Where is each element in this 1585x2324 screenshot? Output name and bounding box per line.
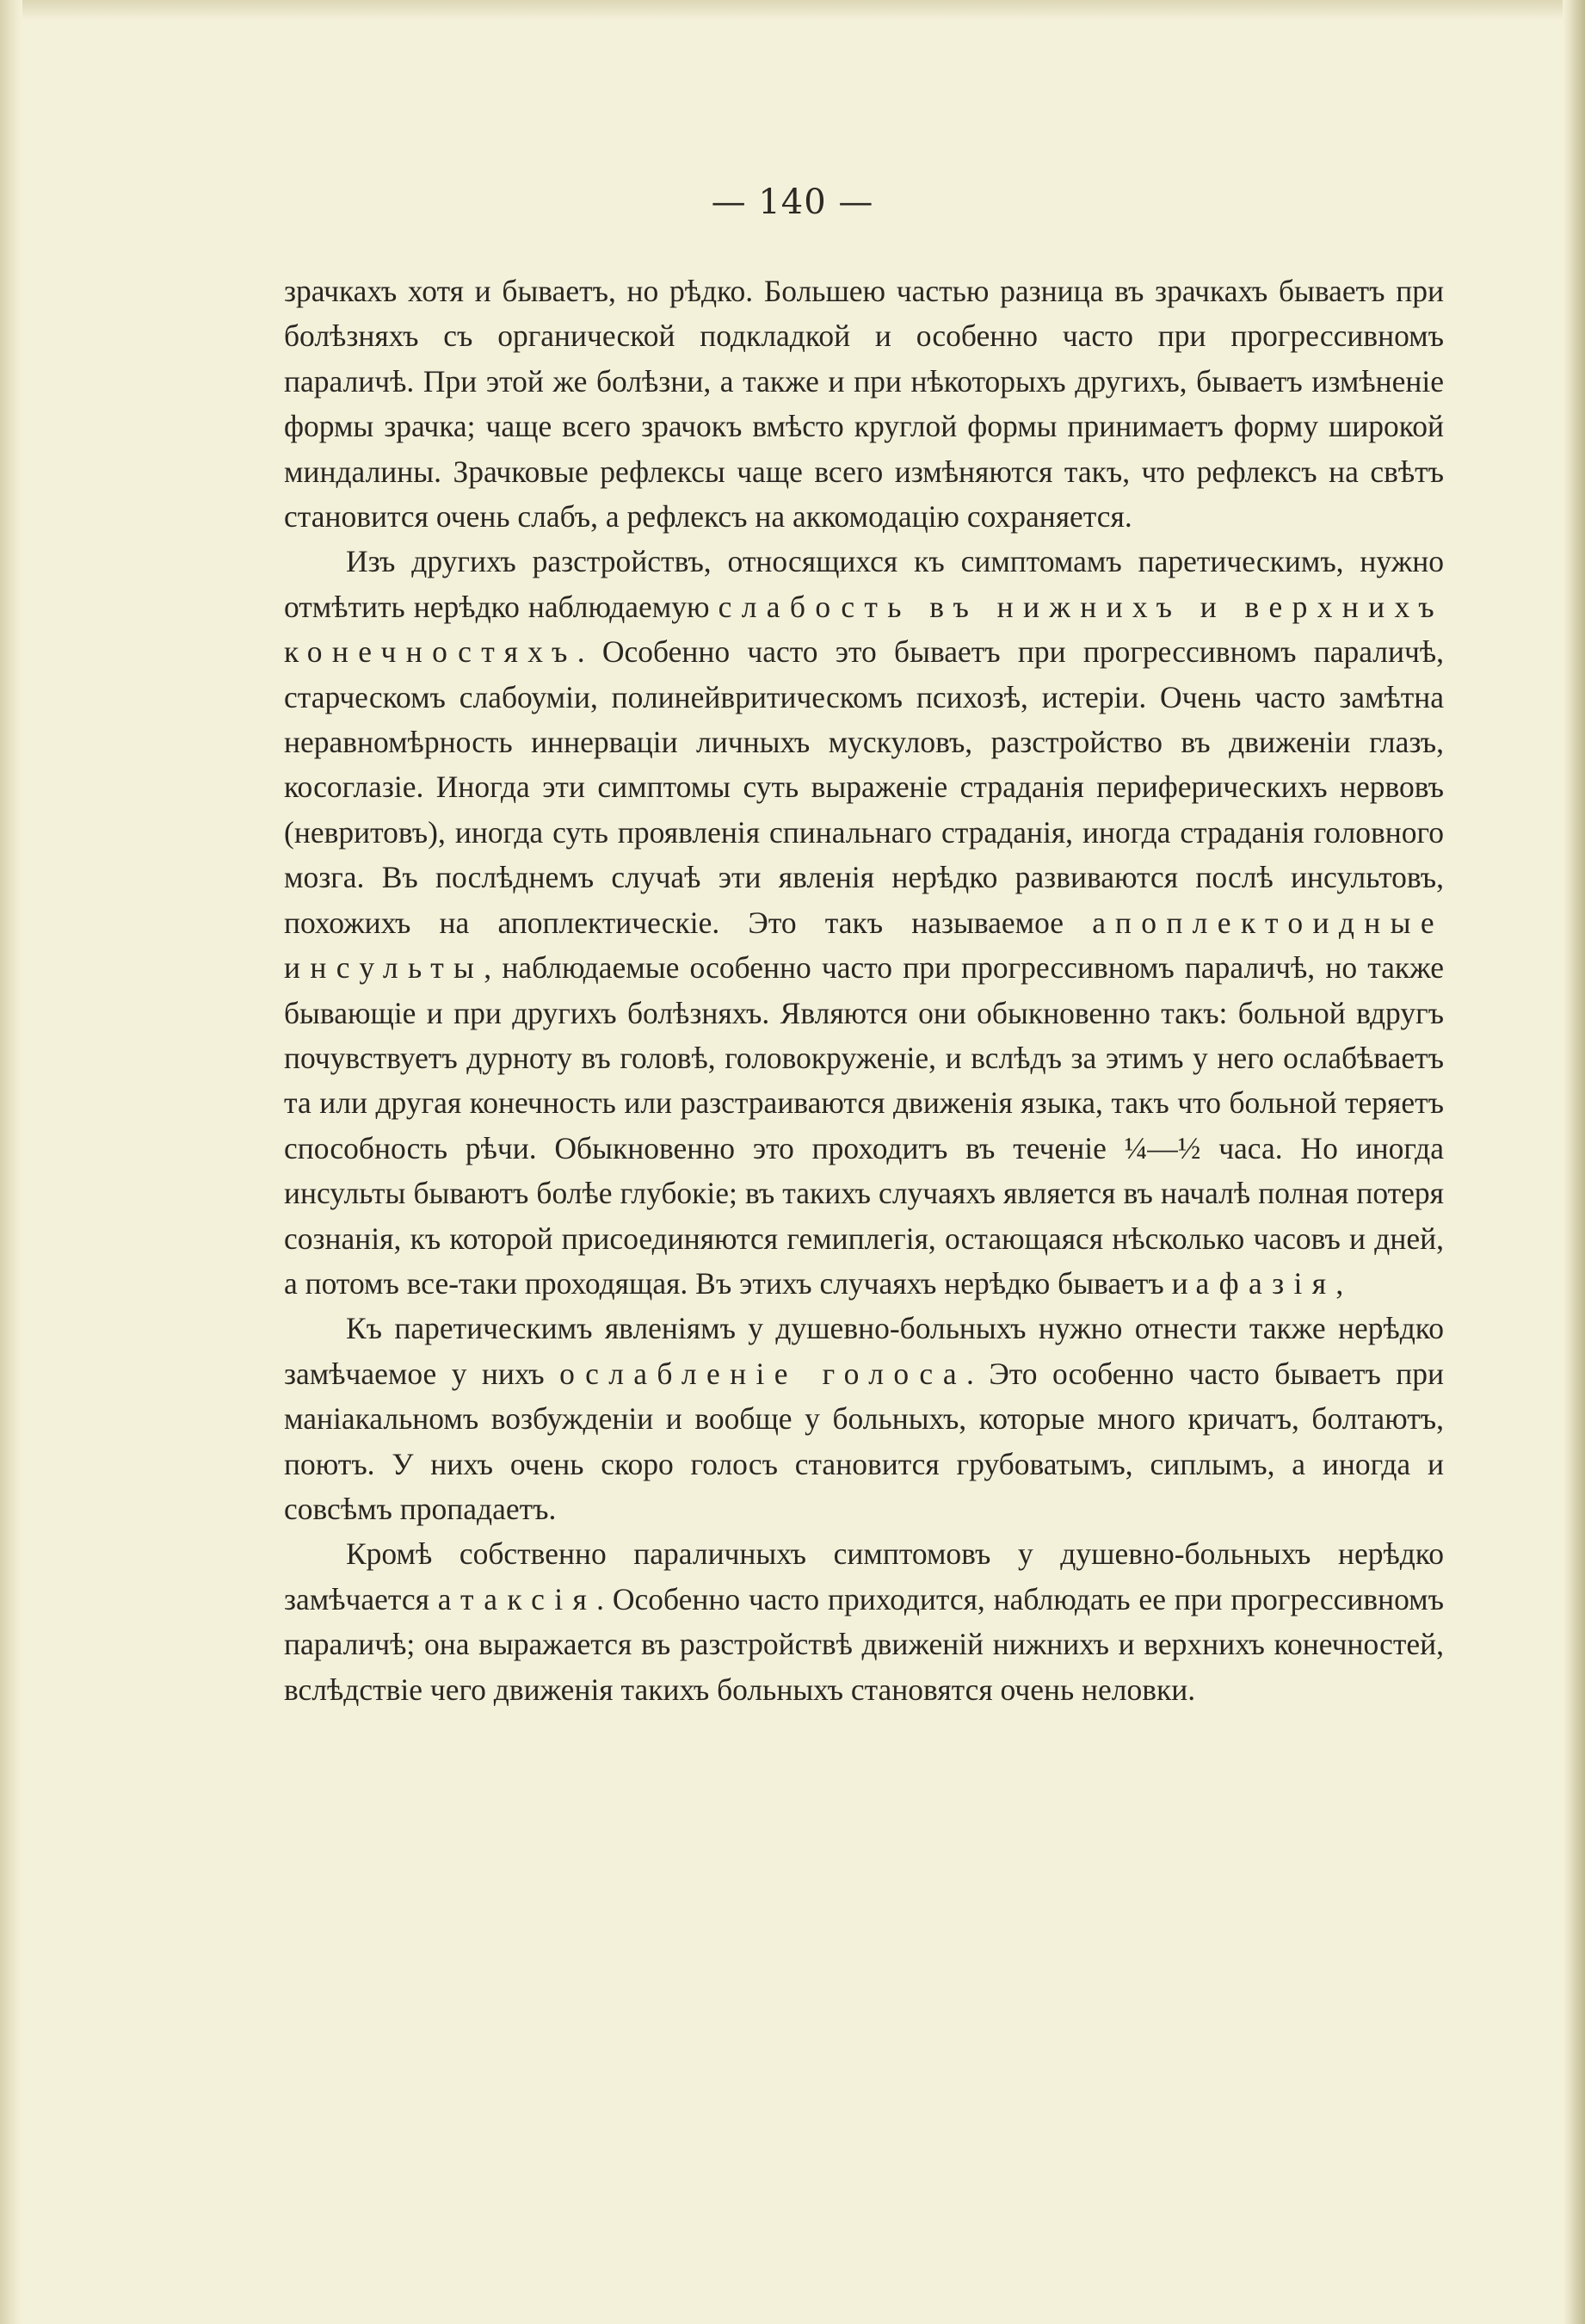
paragraph — [284, 539, 1444, 1306]
page-number: — 140 — — [711, 182, 874, 222]
spaced-emphasis: слабость въ нижнихъ и верхнихъ конечностяхъ — [284, 589, 1444, 670]
spaced-emphasis: атаксія — [437, 1581, 597, 1616]
paragraph — [284, 269, 1444, 539]
text-run: . Особенно часто приходится, наблюдать ее при прогрессивномъ параличѣ; она выражается въ разстройствѣ движеній нижнихъ и верхнихъ конечностей, вслѣдствіе чего движенія такихъ больныхъ становятся очень неловки. — [284, 1581, 1444, 1707]
text-run: Къ паретическимъ явленіямъ у душевно-больныхъ нужно отнести также нерѣдко замѣчаемое у нихъ — [284, 1311, 1444, 1391]
paragraph — [284, 1531, 1444, 1712]
page-top-edge-shadow — [0, 0, 1585, 21]
text-run: , наблюдаемые особенно часто при прогрессивномъ параличѣ, но также бывающіе и при другихъ болѣзняхъ. Являются они обыкновенно такъ: больной вдругъ почувствуетъ дурноту въ головѣ, головокруженіе, и вслѣдъ за этимъ у него ослабѣваетъ та или другая конечность или разстраиваются движенія языка, такъ что больной теряетъ способность рѣчи. Обыкновенно это проходитъ въ теченіе ¼—½ часа. Но иногда инсульты бываютъ болѣе глубокіе; въ такихъ случаяхъ является въ началѣ полная потеря сознанія, къ которой присоединяются гемиплегія, остающаяся нѣсколько часовъ и дней, а потомъ все-таки проходящая. Въ этихъ случаяхъ нерѣдко бываетъ и — [284, 950, 1444, 1301]
spaced-emphasis: афазія — [1195, 1265, 1336, 1301]
text-run: зрачкахъ хотя и бываетъ, но рѣдко. Большею частью разница въ зрачкахъ бываетъ при болѣзняхъ съ органической подкладкой и особенно часто при прогрессивномъ параличѣ. При этой же болѣзни, а также и при нѣкоторыхъ другихъ, бываетъ измѣненіе формы зрачка; чаще всего зрачокъ вмѣсто круглой формы принимаетъ форму широкой миндалины. Зрачковые рефлексы чаще всего измѣняются такъ, что рефлексъ на свѣтъ становится очень слабъ, а рефлексъ на аккомодацію сохраняется. — [284, 274, 1444, 535]
spaced-emphasis: ослабленіе голоса — [559, 1356, 967, 1391]
paragraph — [284, 1306, 1444, 1531]
text-run: . Особенно часто это бываетъ при прогрессивномъ параличѣ, старческомъ слабоуміи, полинейвритическомъ психозѣ, истеріи. Очень часто замѣтна неравномѣрность иннерваціи личныхъ мускуловъ, разстройство въ движеніи глазъ, косоглазіе. Иногда эти симптомы суть выраженіе страданія периферическихъ нервовъ (невритовъ), иногда суть проявленія спинальнаго страданія, иногда страданія головного мозга. Въ послѣднемъ случаѣ эти явленія нерѣдко развиваются послѣ инсультовъ, похожихъ на апоплектическіе. Это такъ называемое — [284, 634, 1444, 940]
page-right-edge-shadow — [1563, 0, 1585, 2324]
page-left-edge-shadow — [0, 0, 22, 2324]
text-run: . Это особенно часто бываетъ при маніакальномъ возбужденіи и вообще у больныхъ, которые много кричатъ, болтаютъ, поютъ. У нихъ очень скоро голосъ становится грубоватымъ, сиплымъ, а иногда и совсѣмъ пропадаетъ. — [284, 1356, 1444, 1526]
spaced-emphasis: апоплектоидные инсульты — [284, 905, 1444, 986]
text-run: Кромѣ собственно параличныхъ симптомовъ у душевно-больныхъ нерѣдко замѣчается — [284, 1536, 1444, 1616]
text-run: , — [1335, 1265, 1344, 1301]
body-text — [284, 269, 1444, 1712]
text-run: Изъ другихъ разстройствъ, относящихся къ симптомамъ паретическимъ, нужно отмѣтить нерѣдко наблюдаемую — [284, 544, 1444, 624]
